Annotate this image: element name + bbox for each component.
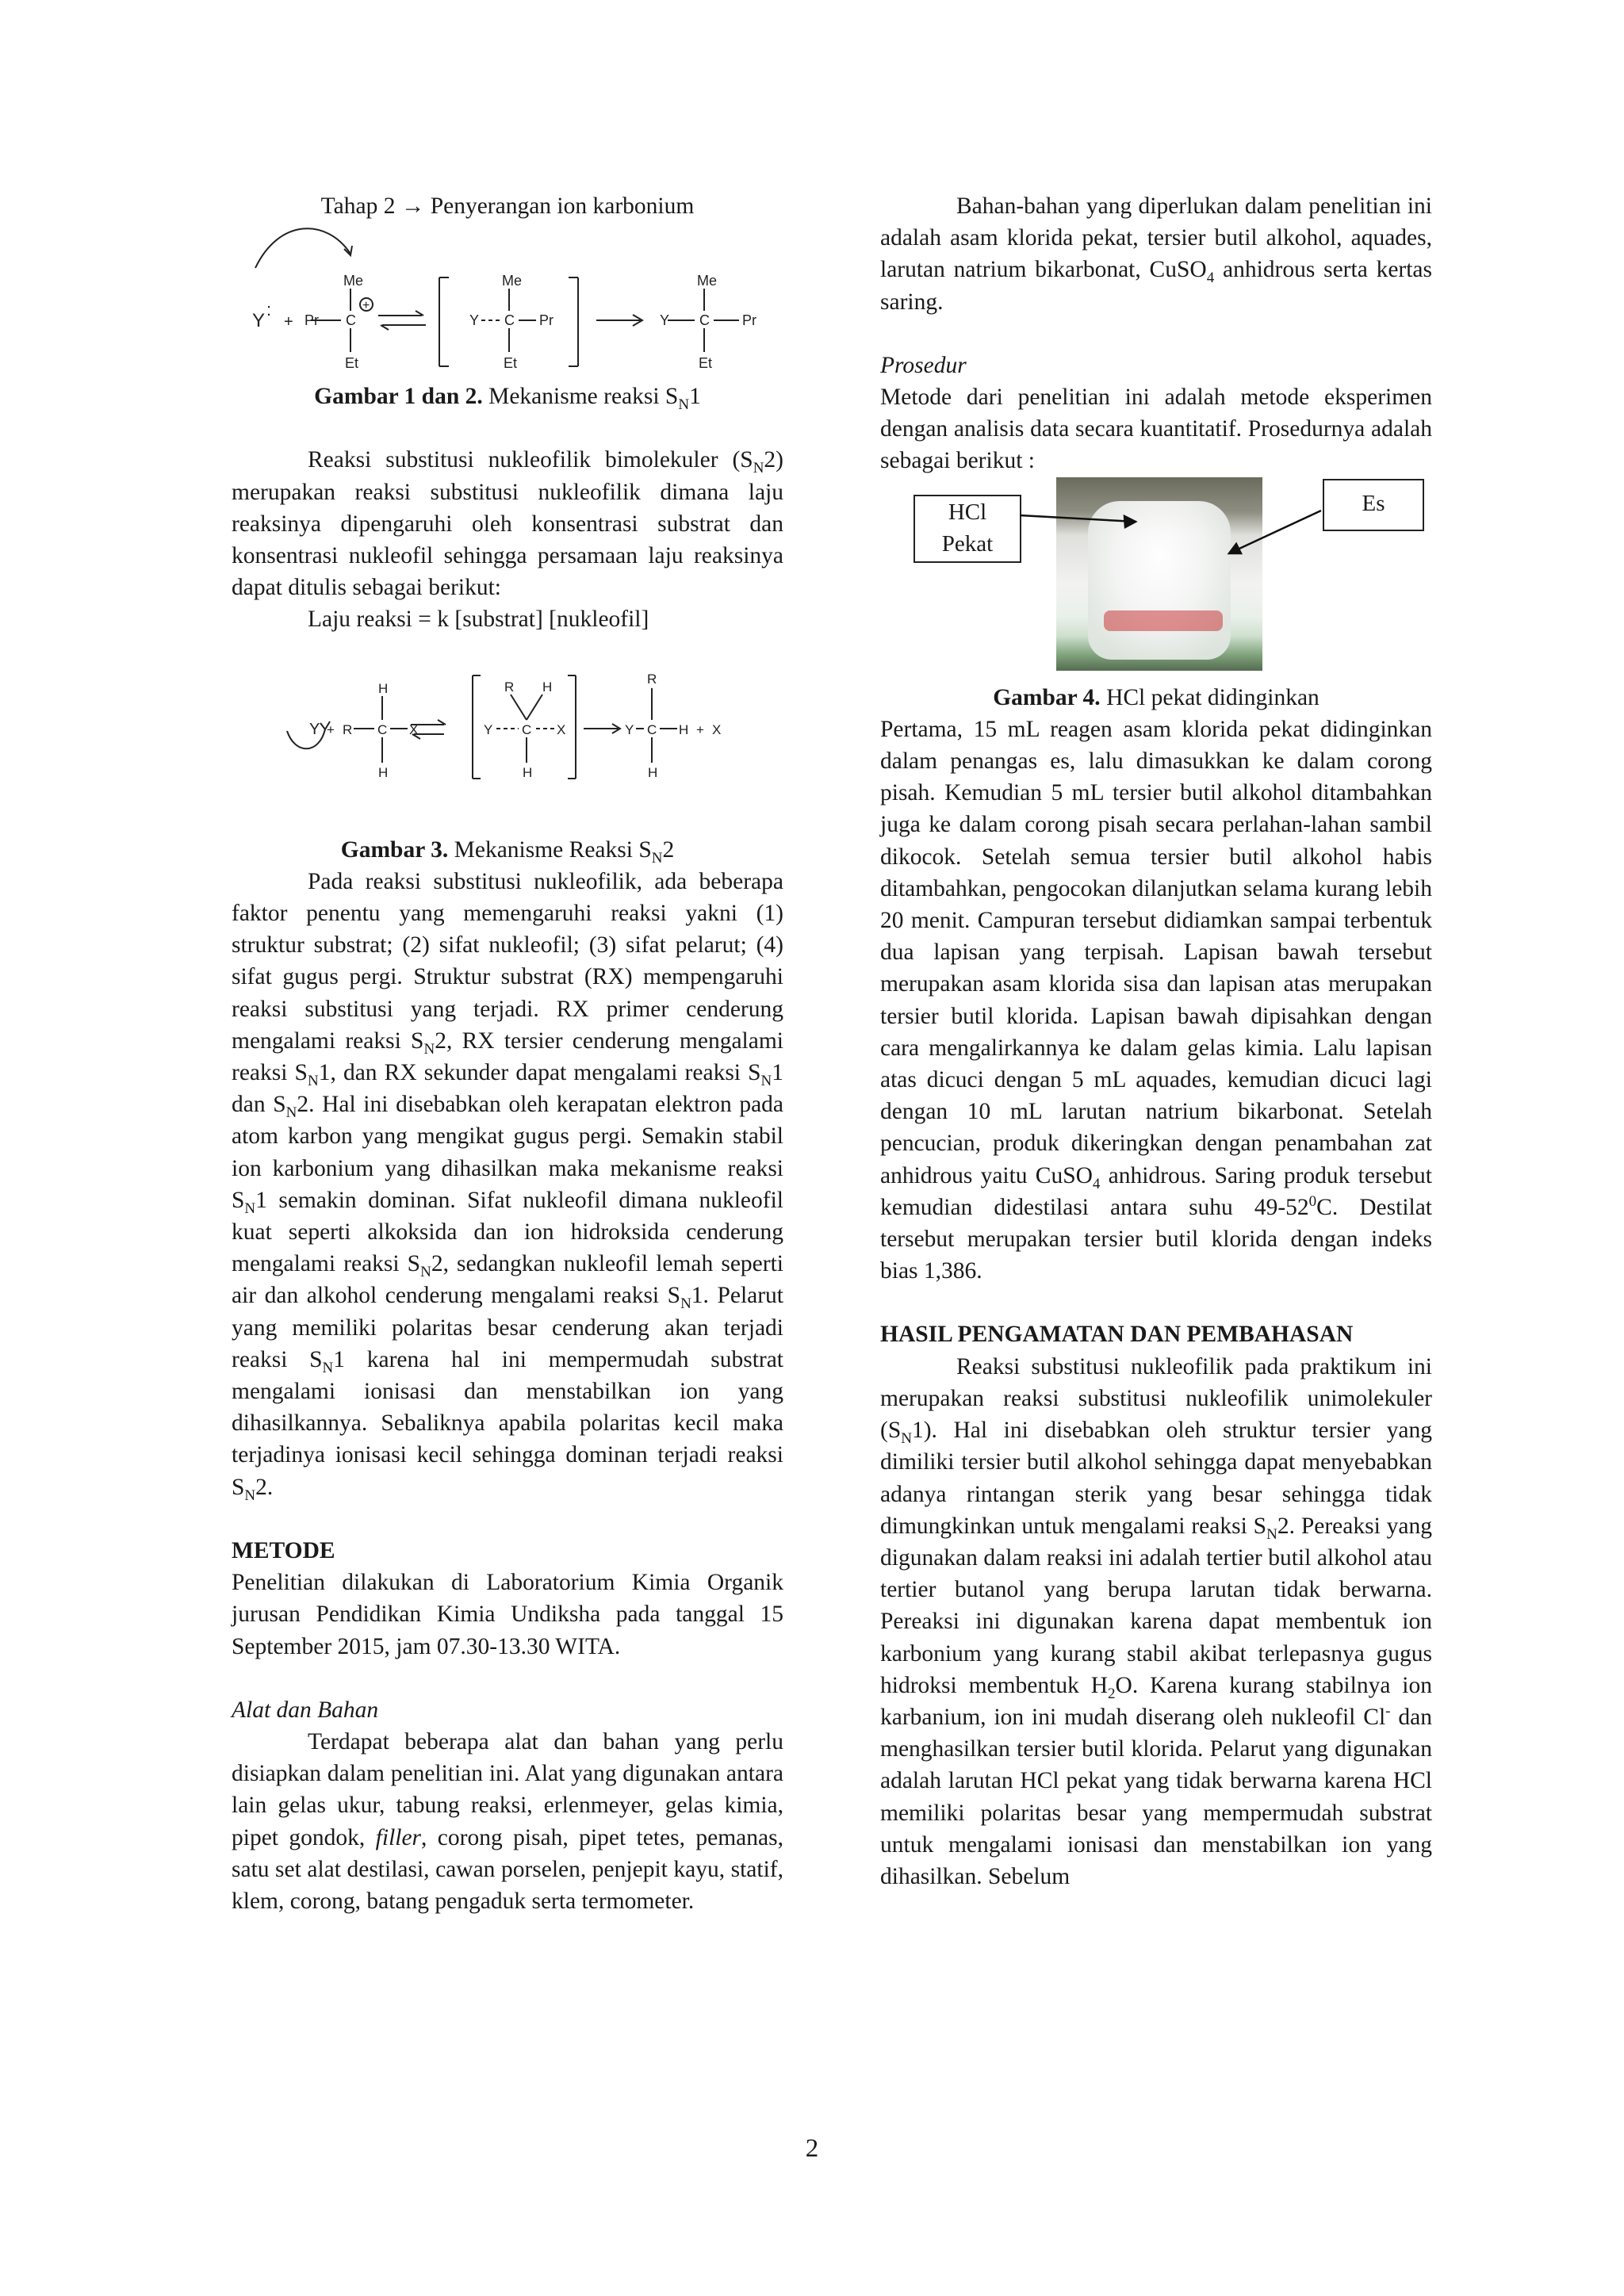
svg-text:Pr: Pr (742, 312, 756, 329)
svg-text:X: X (557, 721, 566, 737)
alat-heading: Alat dan Bahan (232, 1697, 379, 1723)
svg-text:H: H (542, 679, 553, 695)
svg-text:C: C (377, 721, 388, 737)
svg-text:H: H (523, 764, 533, 780)
nucleophile-y: Y (252, 310, 266, 332)
page-number: 2 (805, 2134, 819, 2163)
svg-text:Pr: Pr (304, 312, 319, 329)
svg-text:R: R (504, 679, 515, 695)
figure-1-2-caption: Gambar 1 dan 2. Mekanisme reaksi $S_N1$ (314, 384, 701, 414)
factors-paragraph: Pada reaksi substitusi nukleofilik, ada beberapa faktor penentu yang memengaruhi reaksi yakni (1) struktur substrat; (2) sifat nukleofil; (3) sifat pelarut; (4) sifat gugus pergi. Struktur substrat (RX) mempengaruhi reaksi substitusi yang terjadi. RX primer cenderung mengalami reaksi $S_N2$, RX tersier cenderung mengalami reaksi $S_N1$, dan RX sekunder dapat mengalami reaksi $S_N1$ dan $S_N2$. Hal ini disebabkan oleh kerapatan elektron pada atom karbon yang mengikat gugus pergi. Semakin stabil ion karbonium yang dihasilkan maka mekanisme reaksi $S_N1$ semakin dominan. Sifat nukleofil dimana nukleofil kuat seperti alkoksida dan ion hidroksida cenderung mengalami reaksi $S_N2$, sedangkan nukleofil lemah seperti air dan alkohol cenderung mengalami reaksi $S_N1$. Pelarut yang memiliki polaritas besar cenderung akan terjadi reaksi $S_N1$ karena hal ini mempermudah substrat mengalami ionisasi dan menstabilkan ion yang dihasilkannya. Sebaliknya apabila polaritas kecil maka terjadinya ionisasi kecil sehingga dominan terjadi reaksi $S_N2$. (232, 868, 784, 1504)
svg-text:Me: Me (502, 273, 523, 289)
svg-text:H: H (378, 764, 389, 780)
svg-text:R: R (647, 671, 657, 687)
rate-equation: Laju reaksi = k [substrat] [nukleofil] (308, 607, 649, 633)
svg-text:X: X (712, 721, 722, 737)
svg-text:C: C (504, 312, 515, 329)
svg-text:C: C (647, 721, 657, 737)
svg-text::: : (266, 300, 272, 320)
hasil-heading: HASIL PENGAMATAN DAN PEMBAHASAN (880, 1322, 1354, 1348)
right-column (880, 190, 1432, 1892)
svg-text:Y: Y (309, 720, 320, 738)
prosedur-text: Metode dari penelitian ini adalah metode eksperimen dengan analisis data secara kuantitatif. Prosedurnya adalah sebagai berikut : (880, 385, 1432, 474)
figure-4 (880, 477, 1432, 682)
sn1-mechanism-figure (232, 222, 783, 381)
svg-text:+: + (284, 313, 293, 331)
svg-text:X: X (409, 721, 419, 737)
procedure-paragraph: Pertama, 15 mL reagen asam klorida pekat didinginkan dalam penangas es, lalu dimasukkan ke dalam corong pisah. Kemudian 5 mL tersier butil alkohol ditambahkan juga ke dalam corong pisah secara perlahan-lahan sambil dikocok. Setelah semua tersier butil alkohol habis ditambahkan, pengocokan dilanjutkan selama kurang lebih 20 menit. Campuran tersebut didiamkan sampai terbentuk dua lapisan yang terpisah. Lapisan bawah tersebut merupakan asam klorida sisa dan lapisan atas merupakan tersier butil klorida. Lapisan bawah dipisahkan dengan cara mengalirkannya ke dalam gelas kimia. Lalu lapisan atas dicuci dengan 5 mL aquades, kemudian dicuci lagi dengan 10 mL larutan natrium bikarbonat. Setelah pencucian, produk dikeringkan dengan penambahan zat anhidrous yaitu CuSO$_4$ anhidrous. Saring produk tersebut kemudian didestilasi antara suhu $49-52^0C$. Destilat tersebut merupakan tersier butil klorida dengan indeks bias 1,386. (880, 716, 1433, 1284)
svg-text:Et: Et (504, 355, 518, 372)
es-label-box: Es (1323, 479, 1424, 531)
svg-text:C: C (522, 721, 532, 737)
svg-text:Y: Y (625, 721, 634, 737)
metode-heading: METODE (232, 1537, 335, 1563)
svg-text:Me: Me (343, 273, 364, 289)
svg-text:Me: Me (697, 273, 718, 289)
svg-text:Et: Et (699, 355, 713, 372)
svg-text:R: R (343, 721, 353, 737)
figure-3-caption: Gambar 3. Mekanisme Reaksi $S_N2$ (340, 836, 675, 867)
left-column (232, 190, 783, 1917)
svg-text:Y: Y (469, 312, 480, 329)
figure-4-caption: Gambar 4. HCl pekat didinginkan (993, 684, 1320, 710)
svg-text:Et: Et (345, 355, 359, 372)
step-heading: Tahap 2 → Penyerangan ion karbonium (320, 193, 695, 219)
svg-text:Y: Y (660, 312, 670, 329)
sn2-paragraph: Reaksi substitusi nukleofilik bimolekuler $(S_N2)$ merupakan reaksi substitusi nukleofilik dimana laju reaksinya dipengaruhi oleh konsentrasi substrat dan konsentrasi nukleofil sehingga persamaan laju reaksinya dapat ditulis sebagai berikut: (232, 447, 783, 601)
svg-text:H: H (648, 764, 658, 780)
svg-text:+: + (362, 299, 370, 313)
svg-text:C: C (346, 312, 356, 329)
svg-text:Y: Y (484, 721, 493, 737)
metode-text: Penelitian dilakukan di Laboratorium Kimia Organik jurusan Pendidikan Kimia Undiksha pada tanggal 15 September 2015, jam 07.30-13.30 WITA. (232, 1570, 783, 1659)
prosedur-heading: Prosedur (880, 352, 967, 378)
alat-paragraph: Terdapat beberapa alat dan bahan yang perlu disiapkan dalam penelitian ini. Alat yang digunakan antara lain gelas ukur, tabung reaksi, erlenmeyer, gelas kimia, pipet gondok, filler, corong pisah, pipet tetes, pemanas, satu set alat destilasi, cawan porselen, penjepit kayu, statif, klem, corong, batang pengaduk serta termometer. (232, 1728, 783, 1914)
svg-text:+: + (327, 721, 335, 737)
svg-text:+: + (696, 721, 704, 737)
hcl-label-box: HCl Pekat (914, 495, 1021, 563)
svg-text:H: H (378, 680, 389, 696)
svg-text:Pr: Pr (539, 312, 553, 329)
hasil-paragraph: Reaksi substitusi nukleofilik pada praktikum ini merupakan reaksi substitusi nukleofilik unimolekuler $(S_N1)$. Hal ini disebabkan oleh struktur tersier yang dimiliki tersier butil alkohol sehingga dapat menyebabkan adanya rintangan sterik yang besar sehingga tidak dimungkinkan untuk mengalami reaksi $S_N2$. Pereaksi yang digunakan dalam reaksi ini adalah tertier butil alkohol atau tertier butanol yang berupa larutan tidak berwarna. Pereaksi ini digunakan karena dapat membentuk ion karbonium yang kurang stabil akibat terlepasnya gugus hidroksi membentuk $H_2O$. Karena kurang stabilnya ion karbanium, ion ini mudah diserang oleh nukleofil Cl- dan menghasilkan tersier butil klorida. Pelarut yang digunakan adalah larutan HCl pekat yang tidak berwarna karena HCl memiliki polaritas besar yang mempermudah substrat untuk mengalami ionisasi dan menstabilkan ion yang dihasilkan. Sebelum (880, 1353, 1433, 1889)
figure-4-arrows (880, 477, 1432, 682)
svg-text:H: H (679, 721, 689, 737)
sn2-mechanism-figure (232, 636, 783, 834)
svg-text:C: C (699, 312, 710, 329)
bahan-paragraph: Bahan-bahan yang diperlukan dalam penelitian ini adalah asam klorida pekat, tersier butil alkohol, aquades, larutan natrium bikarbonat, CuSO$_4$ anhidrous serta kertas saring. (880, 193, 1433, 315)
